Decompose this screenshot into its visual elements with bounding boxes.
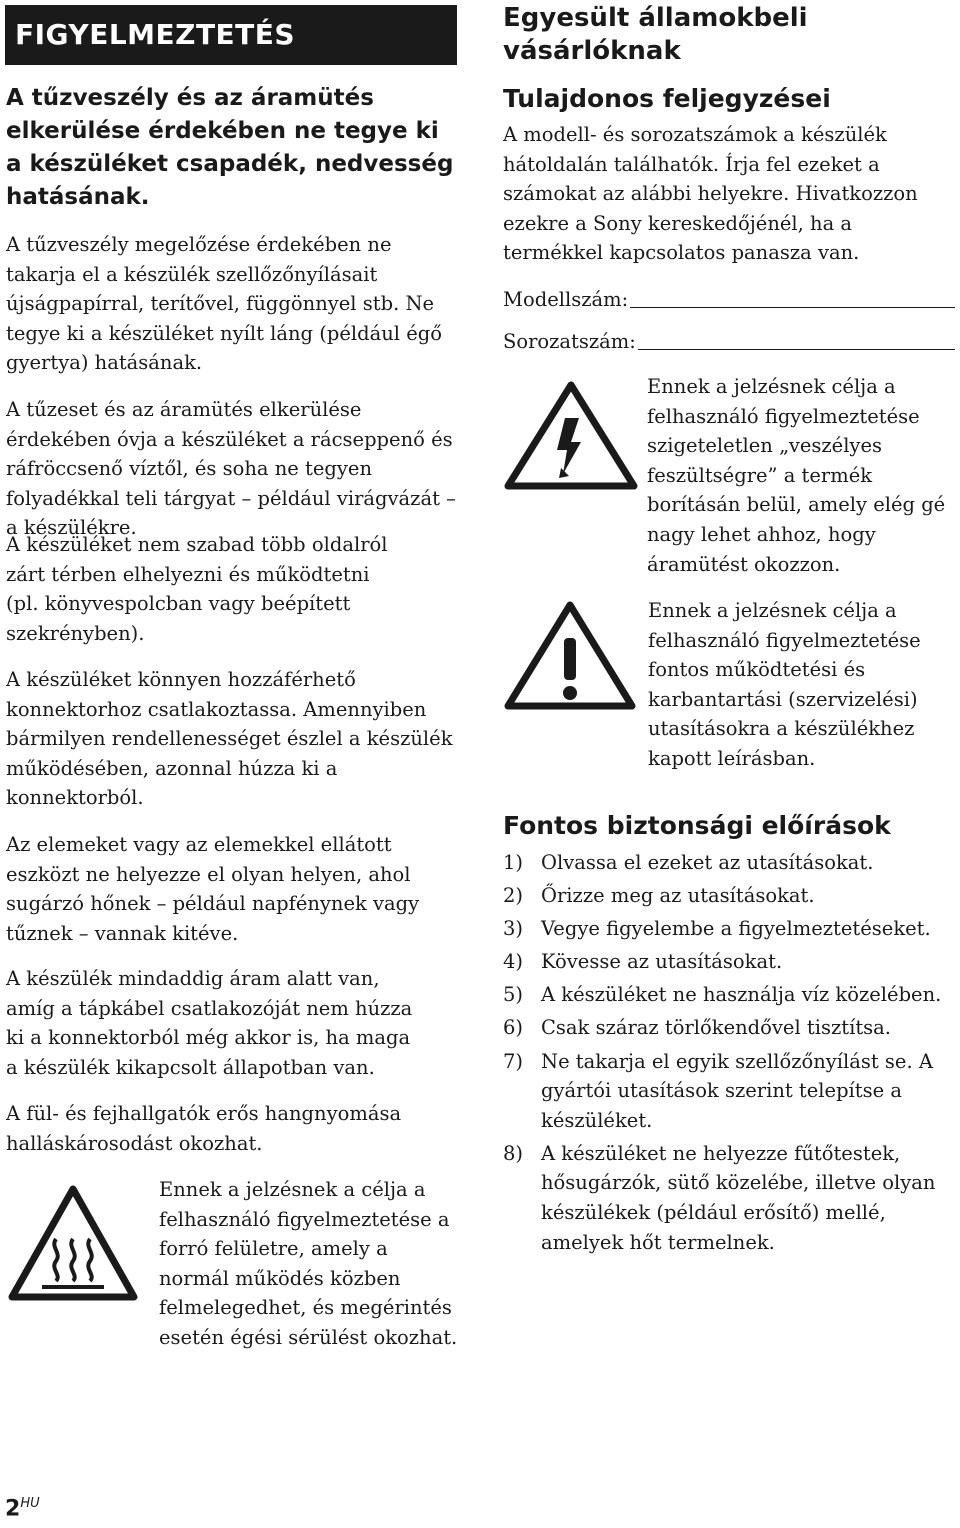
model-number-field[interactable] xyxy=(503,285,955,315)
list-item: 7) Ne takarja el egyik szellőzőnyílást se. A gyártói utasítások szerint telepítse a készüléket. xyxy=(503,1049,933,1132)
hot-surface-warning-icon xyxy=(6,1183,140,1303)
list-item: 5) A készüléket ne használja víz közelében. xyxy=(503,983,942,1007)
list-item: 3) Vegye figyelembe a figyelmeztetéseket. xyxy=(503,917,931,941)
battery-paragraph: Az elemeket vagy az elemekkel ellátott eszközt ne helyezze el olyan helyen, ahol sugárzó hőnek – például napfénynek vagy tűznek – vannak kitéve. xyxy=(6,833,420,945)
warning-line: elkerülése érdekében ne tegye ki xyxy=(6,118,439,144)
warning-line: a készüléket csapadék, nedvesség xyxy=(6,151,454,177)
owner-record-text: A modell- és sorozatszámok a készülék hátoldalán találhatók. Írja fel ezeket a számokat az alábbi helyekre. Hivatkozzon ezekre a Sony kereskedőjénél, ha a termékkel kapcsolatos panasza van. xyxy=(503,123,918,265)
serial-number-line xyxy=(638,327,955,350)
safety-list xyxy=(503,848,955,1261)
list-item: 8) A készüléket ne helyezze fűtőtestek, hősugárzók, sütő közelébe, illetve olyan készülékek (például erősítő) mellé, amelyek hőt termelnek. xyxy=(503,1141,936,1254)
hot-surface-description: Ennek a jelzésnek a célja a felhasználó figyelmeztetése a forró felületre, amely a normál működés közben felmelegedhet, és megérintés esetén égési sérülést okozhat. xyxy=(159,1178,458,1349)
water-paragraph: A tűzeset és az áramütés elkerülése érdekében óvja a készüléket a rácseppenő és ráfröccsenő víztől, és soha ne tegyen folyadékkal teli tárgyat – például virágvázát – a készülékre. xyxy=(6,398,456,540)
ventilation-paragraph: A tűzveszély megelőzése érdekében ne takarja el a készülék szellőzőnyílásait újságpapírral, terítővel, függönnyel stb. Ne tegye ki a készüléket nyílt láng (például égő gyertya) hatásának. xyxy=(6,233,442,375)
lightning-description: Ennek a jelzésnek célja a felhasználó figyelmeztetése szigeteletlen „veszélyes feszültségre” a termék borításán belül, amely elég gé nagy lehet ahhoz, hogy áramütést okozzon. xyxy=(647,375,946,576)
list-item: 4) Kövesse az utasításokat. xyxy=(503,950,783,974)
model-number-line xyxy=(630,285,955,308)
warning-banner: FIGYELMEZTETÉS xyxy=(5,5,457,65)
owner-record-heading: Tulajdonos feljegyzései xyxy=(503,84,831,113)
page-number-value: 2 xyxy=(5,1496,21,1522)
list-item: 2) Őrizze meg az utasításokat. xyxy=(503,884,815,908)
serial-number-label: Sorozatszám: xyxy=(503,330,636,353)
page-language-suffix: HU xyxy=(20,1496,40,1511)
list-item: 1) Olvassa el ezeket az utasításokat. xyxy=(503,851,874,874)
model-number-label: Modellszám: xyxy=(503,288,629,311)
safety-heading: Fontos biztonsági előírások xyxy=(503,811,891,840)
headphone-paragraph: A fül- és fejhallgatók erős hangnyomása halláskárosodást okozhat. xyxy=(6,1102,402,1155)
warning-line: hatásának. xyxy=(6,184,150,210)
page-number xyxy=(5,1496,40,1521)
serial-number-field[interactable] xyxy=(503,327,955,357)
us-customers-title: Egyesült államokbeli vásárlóknak xyxy=(503,3,808,66)
exclamation-warning-icon xyxy=(503,600,637,710)
warning-line: A tűzveszély és az áramütés xyxy=(6,85,374,111)
exclamation-description: Ennek a jelzésnek célja a felhasználó figyelmeztetése fontos működtetési és karbantartási (szervizelési) utasításokra a készülékhez kapott leírásban. xyxy=(648,599,921,770)
list-item: 6) Csak száraz törlőkendővel tisztítsa. xyxy=(503,1016,891,1040)
enclosure-paragraph: A készüléket nem szabad több oldalról zárt térben elhelyezni és működtetni (pl. könyvespolcban vagy beépített szekrényben). xyxy=(6,533,388,645)
fire-shock-warning xyxy=(6,82,456,214)
lightning-warning-icon xyxy=(503,380,639,490)
power-paragraph: A készülék mindaddig áram alatt van, amíg a tápkábel csatlakozóját nem húzza ki a konnektorból még akkor is, ha maga a készülék kikapcsolt állapotban van. xyxy=(6,967,413,1079)
outlet-paragraph: A készüléket könnyen hozzáférhető konnektorhoz csatlakoztassa. Amennyiben bármilyen rendellenességet észlel a készülék működésében, azonnal húzza ki a konnektorból. xyxy=(6,668,453,810)
